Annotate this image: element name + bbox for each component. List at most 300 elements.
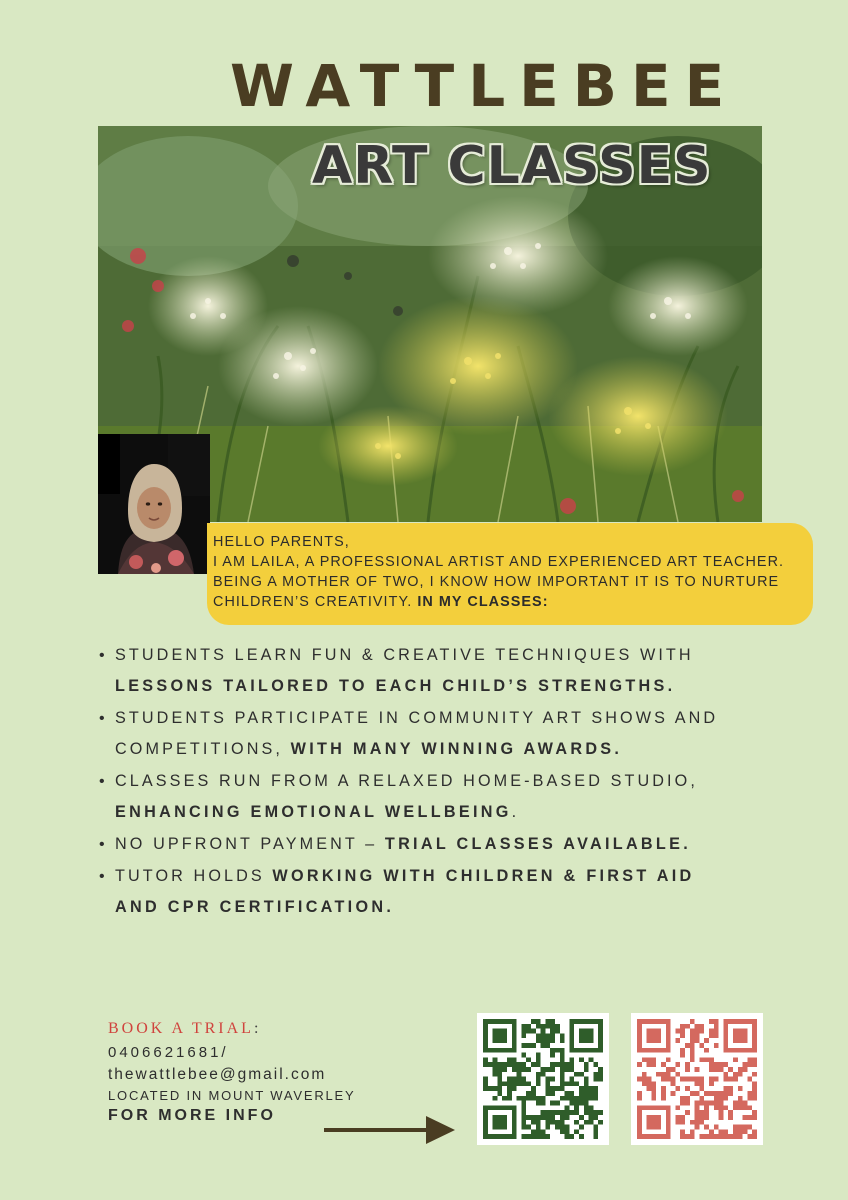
qr-module (709, 1057, 714, 1062)
qr-module (526, 1024, 531, 1029)
contact-phone[interactable]: 0406621681/ (108, 1044, 229, 1061)
qr-module (536, 1062, 541, 1067)
qr-module (574, 1110, 579, 1115)
qr-module (497, 1067, 502, 1072)
qr-module (685, 1110, 690, 1115)
qr-module (723, 1072, 728, 1077)
qr-module (651, 1062, 656, 1067)
qr-module (723, 1134, 728, 1139)
qr-finder (647, 1029, 661, 1043)
qr-module (695, 1067, 700, 1072)
qr-module (545, 1086, 550, 1091)
qr-module (565, 1081, 570, 1086)
qr-module (541, 1101, 546, 1106)
qr-module (521, 1053, 526, 1058)
qr-module (531, 1043, 536, 1048)
qr-module (521, 1081, 526, 1086)
qr-module (719, 1101, 724, 1106)
qr-module (675, 1105, 680, 1110)
qr-module (545, 1067, 550, 1072)
qr-module (541, 1115, 546, 1120)
qr-module (521, 1120, 526, 1125)
qr-module (541, 1029, 546, 1034)
qr-module (493, 1062, 498, 1067)
qr-module (738, 1129, 743, 1134)
qr-module (593, 1096, 598, 1101)
qr-module (738, 1067, 743, 1072)
qr-module (517, 1081, 522, 1086)
qr-module (723, 1086, 728, 1091)
qr-module (569, 1134, 574, 1139)
qr-module (584, 1077, 589, 1082)
qr-module (545, 1134, 550, 1139)
bullet-text: TUTOR HOLDS (115, 867, 273, 885)
qr-module (555, 1125, 560, 1130)
qr-module (598, 1072, 603, 1077)
qr-module (752, 1062, 757, 1067)
qr-module (574, 1101, 579, 1106)
qr-module (531, 1091, 536, 1096)
qr-module (743, 1101, 748, 1106)
qr-module (709, 1029, 714, 1034)
qr-module (493, 1057, 498, 1062)
qr-module (507, 1091, 512, 1096)
qr-module (565, 1134, 570, 1139)
qr-module (695, 1091, 700, 1096)
qr-module (714, 1091, 719, 1096)
qr-module (531, 1086, 536, 1091)
qr-module (569, 1081, 574, 1086)
qr-module (550, 1019, 555, 1024)
qr-code-green[interactable] (477, 1013, 609, 1145)
qr-module (555, 1048, 560, 1053)
qr-module (550, 1029, 555, 1034)
qr-module (642, 1072, 647, 1077)
qr-module (589, 1120, 594, 1125)
qr-module (502, 1096, 507, 1101)
qr-module (661, 1091, 666, 1096)
qr-module (502, 1062, 507, 1067)
intro-message-box (207, 523, 813, 625)
qr-module (569, 1096, 574, 1101)
qr-module (728, 1134, 733, 1139)
brand-title: WATTLEBEE (230, 52, 739, 120)
qr-module (555, 1029, 560, 1034)
qr-module (560, 1048, 565, 1053)
qr-module (675, 1086, 680, 1091)
qr-module (550, 1091, 555, 1096)
qr-module (752, 1072, 757, 1077)
qr-module (733, 1072, 738, 1077)
qr-module (541, 1072, 546, 1077)
qr-module (550, 1067, 555, 1072)
qr-module (680, 1024, 685, 1029)
qr-module (560, 1067, 565, 1072)
qr-module (483, 1057, 488, 1062)
qr-module (714, 1134, 719, 1139)
qr-module (704, 1091, 709, 1096)
qr-module (704, 1101, 709, 1106)
qr-module (502, 1081, 507, 1086)
qr-module (545, 1091, 550, 1096)
qr-module (699, 1077, 704, 1082)
qr-module (709, 1101, 714, 1106)
qr-module (723, 1129, 728, 1134)
qr-module (512, 1062, 517, 1067)
qr-module (656, 1072, 661, 1077)
qr-module (690, 1077, 695, 1082)
qr-module (709, 1067, 714, 1072)
qr-module (685, 1062, 690, 1067)
qr-code-green-graphic (483, 1019, 603, 1139)
qr-module (752, 1134, 757, 1139)
qr-module (733, 1105, 738, 1110)
qr-module (666, 1072, 671, 1077)
qr-module (647, 1086, 652, 1091)
qr-module (521, 1125, 526, 1130)
qr-module (680, 1096, 685, 1101)
qr-module (719, 1096, 724, 1101)
qr-module (647, 1057, 652, 1062)
qr-module (584, 1067, 589, 1072)
qr-module (695, 1038, 700, 1043)
qr-module (565, 1115, 570, 1120)
qr-module (714, 1033, 719, 1038)
qr-module (651, 1091, 656, 1096)
qr-module (512, 1081, 517, 1086)
qr-module (695, 1033, 700, 1038)
qr-module (579, 1086, 584, 1091)
qr-module (728, 1115, 733, 1120)
qr-module (743, 1067, 748, 1072)
qr-module (747, 1105, 752, 1110)
qr-module (661, 1086, 666, 1091)
qr-module (565, 1062, 570, 1067)
qr-module (743, 1115, 748, 1120)
bullet-bold: TRIAL CLASSES AVAILABLE. (384, 835, 692, 853)
qr-module (541, 1129, 546, 1134)
qr-module (699, 1115, 704, 1120)
qr-module (584, 1062, 589, 1067)
qr-module (695, 1110, 700, 1115)
qr-module (752, 1096, 757, 1101)
qr-module (593, 1125, 598, 1130)
qr-module (642, 1057, 647, 1062)
qr-module (699, 1101, 704, 1106)
qr-module (671, 1077, 676, 1082)
qr-module (526, 1115, 531, 1120)
qr-module (512, 1086, 517, 1091)
qr-module (699, 1110, 704, 1115)
qr-module (690, 1048, 695, 1053)
qr-module (536, 1053, 541, 1058)
qr-module (560, 1120, 565, 1125)
bullet-text: NO UPFRONT PAYMENT – (115, 835, 385, 853)
qr-module (743, 1129, 748, 1134)
bullet-bold: WITH MANY WINNING AWARDS. (290, 740, 623, 758)
qr-module (560, 1115, 565, 1120)
qr-module (695, 1081, 700, 1086)
qr-module (536, 1019, 541, 1024)
qr-module (574, 1120, 579, 1125)
qr-module (637, 1062, 642, 1067)
qr-module (719, 1110, 724, 1115)
qr-module (536, 1077, 541, 1082)
qr-module (560, 1096, 565, 1101)
qr-module (671, 1067, 676, 1072)
qr-module (497, 1091, 502, 1096)
qr-module (574, 1096, 579, 1101)
qr-module (569, 1101, 574, 1106)
qr-module (517, 1096, 522, 1101)
qr-module (507, 1096, 512, 1101)
qr-module (560, 1053, 565, 1058)
qr-module (733, 1101, 738, 1106)
qr-module (690, 1033, 695, 1038)
qr-module (531, 1129, 536, 1134)
qr-module (565, 1105, 570, 1110)
qr-module (512, 1067, 517, 1072)
qr-module (526, 1029, 531, 1034)
qr-module (497, 1086, 502, 1091)
qr-module (584, 1091, 589, 1096)
qr-module (579, 1101, 584, 1106)
qr-module (699, 1086, 704, 1091)
qr-module (536, 1101, 541, 1106)
qr-module (680, 1134, 685, 1139)
intro-paragraph (213, 552, 803, 612)
qr-module (699, 1029, 704, 1034)
qr-module (695, 1105, 700, 1110)
qr-module (512, 1077, 517, 1082)
qr-module (690, 1043, 695, 1048)
qr-module (666, 1067, 671, 1072)
qr-module (704, 1038, 709, 1043)
qr-module (680, 1048, 685, 1053)
qr-module (560, 1057, 565, 1062)
qr-module (704, 1134, 709, 1139)
qr-module (747, 1077, 752, 1082)
qr-module (584, 1081, 589, 1086)
qr-module (526, 1091, 531, 1096)
qr-module (521, 1105, 526, 1110)
qr-module (569, 1077, 574, 1082)
qr-module (593, 1115, 598, 1120)
qr-module (699, 1024, 704, 1029)
qr-module (521, 1067, 526, 1072)
qr-module (517, 1072, 522, 1077)
qr-module (637, 1077, 642, 1082)
qr-module (545, 1120, 550, 1125)
qr-module (488, 1086, 493, 1091)
qr-module (560, 1129, 565, 1134)
qr-module (579, 1115, 584, 1120)
list-item (98, 766, 738, 828)
qr-module (709, 1062, 714, 1067)
qr-module (598, 1110, 603, 1115)
qr-module (526, 1125, 531, 1130)
qr-module (647, 1062, 652, 1067)
qr-module (521, 1096, 526, 1101)
qr-module (560, 1038, 565, 1043)
qr-module (536, 1129, 541, 1134)
bullet-bold: ENHANCING EMOTIONAL WELLBEING (115, 803, 512, 821)
qr-module (550, 1101, 555, 1106)
qr-module (685, 1024, 690, 1029)
qr-module (497, 1077, 502, 1082)
qr-module (560, 1033, 565, 1038)
qr-module (560, 1086, 565, 1091)
qr-module (738, 1086, 743, 1091)
qr-module (714, 1077, 719, 1082)
qr-module (685, 1096, 690, 1101)
qr-module (555, 1062, 560, 1067)
qr-module (541, 1043, 546, 1048)
intro-emphasis: IN MY CLASSES: (417, 594, 549, 610)
qr-module (675, 1029, 680, 1034)
qr-module (709, 1033, 714, 1038)
qr-module (719, 1067, 724, 1072)
qr-module (521, 1062, 526, 1067)
qr-module (752, 1115, 757, 1120)
qr-module (555, 1086, 560, 1091)
contact-email[interactable]: thewattlebee@gmail.com (108, 1066, 327, 1083)
qr-module (728, 1077, 733, 1082)
qr-module (536, 1115, 541, 1120)
qr-module (593, 1086, 598, 1091)
qr-module (560, 1125, 565, 1130)
qr-module (738, 1101, 743, 1106)
qr-module (752, 1086, 757, 1091)
qr-module (555, 1024, 560, 1029)
qr-module (579, 1134, 584, 1139)
qr-module (521, 1101, 526, 1106)
qr-module (589, 1110, 594, 1115)
qr-module (545, 1077, 550, 1082)
qr-module (680, 1120, 685, 1125)
qr-module (738, 1134, 743, 1139)
qr-module (550, 1038, 555, 1043)
qr-module (738, 1105, 743, 1110)
qr-module (569, 1067, 574, 1072)
qr-module (598, 1067, 603, 1072)
qr-module (647, 1077, 652, 1082)
qr-finder (647, 1115, 661, 1129)
list-item (98, 829, 738, 860)
qr-module (709, 1081, 714, 1086)
qr-module (507, 1081, 512, 1086)
qr-module (733, 1057, 738, 1062)
qr-module (502, 1067, 507, 1072)
qr-module (536, 1072, 541, 1077)
qr-module (493, 1086, 498, 1091)
qr-module (560, 1077, 565, 1082)
qr-module (690, 1129, 695, 1134)
qr-module (526, 1057, 531, 1062)
qr-module (536, 1038, 541, 1043)
qr-module (521, 1115, 526, 1120)
qr-code-red-graphic (637, 1019, 757, 1139)
qr-module (521, 1134, 526, 1139)
qr-module (661, 1072, 666, 1077)
qr-module (743, 1125, 748, 1130)
qr-code-red[interactable] (631, 1013, 763, 1145)
qr-module (752, 1110, 757, 1115)
qr-module (574, 1129, 579, 1134)
qr-module (526, 1067, 531, 1072)
qr-module (714, 1029, 719, 1034)
qr-module (685, 1134, 690, 1139)
qr-module (541, 1134, 546, 1139)
qr-module (584, 1101, 589, 1106)
qr-module (685, 1077, 690, 1082)
qr-module (738, 1125, 743, 1130)
qr-module (704, 1115, 709, 1120)
qr-module (550, 1048, 555, 1053)
qr-module (733, 1134, 738, 1139)
qr-module (541, 1038, 546, 1043)
qr-module (752, 1091, 757, 1096)
qr-module (719, 1062, 724, 1067)
qr-module (483, 1081, 488, 1086)
qr-module (526, 1043, 531, 1048)
qr-module (521, 1029, 526, 1034)
qr-module (497, 1081, 502, 1086)
bullet-text: STUDENTS LEARN FUN & CREATIVE TECHNIQUES WITH (115, 646, 694, 664)
qr-module (565, 1091, 570, 1096)
qr-module (593, 1134, 598, 1139)
qr-module (709, 1129, 714, 1134)
qr-module (589, 1096, 594, 1101)
qr-module (666, 1077, 671, 1082)
qr-module (550, 1086, 555, 1091)
qr-module (747, 1134, 752, 1139)
intro-greeting: HELLO PARENTS, (213, 534, 350, 550)
qr-module (714, 1062, 719, 1067)
qr-module (704, 1110, 709, 1115)
qr-module (483, 1086, 488, 1091)
qr-module (579, 1072, 584, 1077)
qr-module (589, 1091, 594, 1096)
qr-module (521, 1033, 526, 1038)
qr-module (699, 1096, 704, 1101)
qr-module (690, 1120, 695, 1125)
bullet-bold: LESSONS TAILORED TO EACH CHILD’S STRENGTHS. (115, 677, 676, 695)
qr-module (550, 1110, 555, 1115)
qr-module (579, 1091, 584, 1096)
qr-module (747, 1062, 752, 1067)
qr-module (507, 1057, 512, 1062)
qr-module (555, 1110, 560, 1115)
list-item (98, 640, 738, 702)
qr-module (545, 1081, 550, 1086)
qr-module (723, 1091, 728, 1096)
qr-module (709, 1134, 714, 1139)
qr-module (483, 1062, 488, 1067)
qr-module (723, 1096, 728, 1101)
qr-module (493, 1067, 498, 1072)
qr-module (589, 1057, 594, 1062)
qr-module (545, 1043, 550, 1048)
qr-module (728, 1067, 733, 1072)
qr-module (531, 1019, 536, 1024)
qr-module (695, 1024, 700, 1029)
qr-module (747, 1057, 752, 1062)
qr-module (593, 1110, 598, 1115)
qr-finder (493, 1029, 507, 1043)
qr-module (695, 1115, 700, 1120)
qr-module (541, 1024, 546, 1029)
